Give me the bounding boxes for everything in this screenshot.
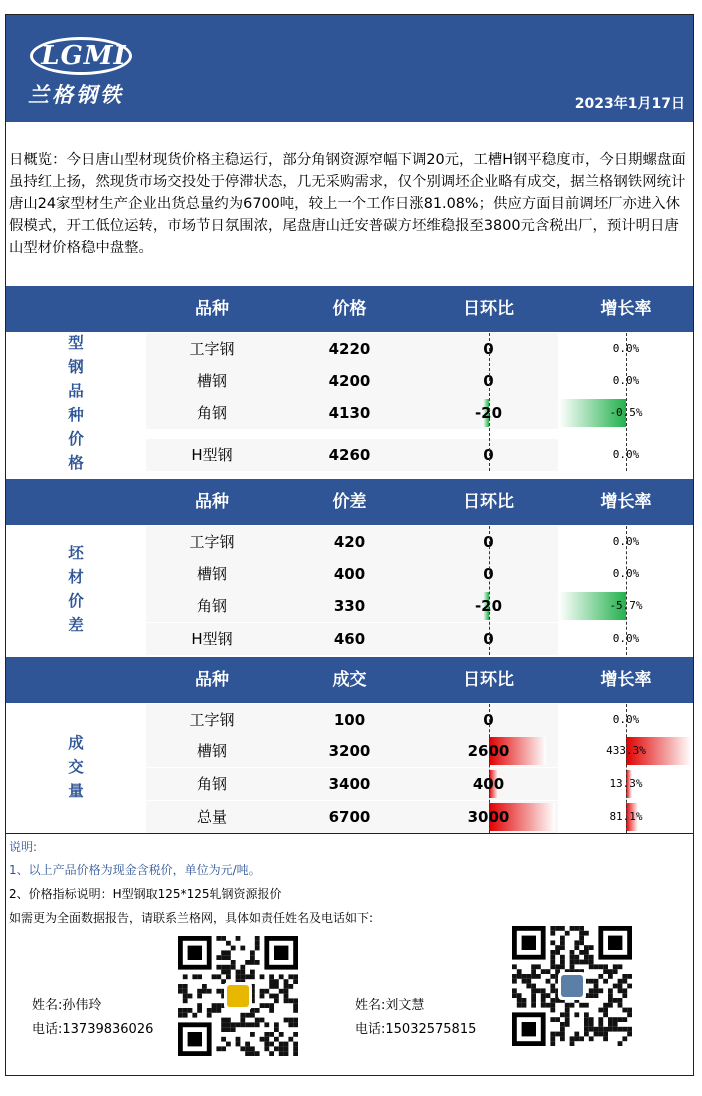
note-line-1: 1、以上产品价格为现金含税价，单位为元/吨。 xyxy=(9,863,261,877)
cell-change: 0 xyxy=(483,446,494,464)
logo-text: LGMI xyxy=(41,41,127,71)
notes-section xyxy=(6,833,693,1076)
cell-change: -20 xyxy=(474,597,503,615)
cell-change: -20 xyxy=(474,404,503,422)
column-header: 增长率 xyxy=(600,492,652,512)
cell-value: 460 xyxy=(333,630,366,648)
cell-change: 0 xyxy=(483,372,494,390)
table-row xyxy=(6,590,693,622)
column-header: 品种 xyxy=(195,492,229,512)
column-header: 增长率 xyxy=(600,670,652,690)
cell-rate: 0.0% xyxy=(612,713,640,726)
zero-axis-line xyxy=(489,704,490,833)
table-row xyxy=(6,397,693,429)
cell-rate: 13.3% xyxy=(609,777,643,790)
section-label: 成 交 量 xyxy=(68,734,84,800)
contact-2 xyxy=(355,994,476,1042)
contact-1 xyxy=(32,994,153,1042)
zero-axis-line xyxy=(489,333,490,471)
table-row xyxy=(6,704,693,736)
zero-axis-line xyxy=(489,526,490,655)
zero-axis-line xyxy=(626,704,627,833)
section-label: 型 钢 品 种 价 格 xyxy=(68,334,84,472)
cell-change: 0 xyxy=(483,630,494,648)
note-line-3: 如需更为全面数据报告，请联系兰格网，具体如责任姓名及电话如下: xyxy=(9,911,374,925)
cell-value: 4200 xyxy=(328,372,371,390)
table-row xyxy=(6,526,693,558)
table-row xyxy=(6,735,693,767)
column-header: 日环比 xyxy=(463,299,514,319)
cell-change: 400 xyxy=(472,775,505,793)
cell-name: 槽钢 xyxy=(196,565,227,583)
table-row xyxy=(6,623,693,655)
cell-rate: 81.1% xyxy=(609,810,643,823)
column-header: 价格 xyxy=(332,299,367,319)
cell-rate: -5.7% xyxy=(609,599,643,612)
cell-name: 角钢 xyxy=(196,775,227,793)
section-label: 坯 材 价 差 xyxy=(68,544,84,634)
cell-name: 工字钢 xyxy=(189,533,235,551)
column-header: 品种 xyxy=(195,299,229,319)
cell-value: 3200 xyxy=(328,742,371,760)
contact-2-name: 姓名:刘文慧 xyxy=(355,998,425,1013)
cell-rate: -0.5% xyxy=(609,406,643,419)
contact-1-name: 姓名:孙伟玲 xyxy=(32,998,102,1013)
qr-code-icon[interactable] xyxy=(512,926,632,1046)
cell-change: 0 xyxy=(483,565,494,583)
cell-name: H型钢 xyxy=(191,446,233,464)
table-row xyxy=(6,801,693,833)
report-date: 2023年1月17日 xyxy=(574,96,685,112)
cell-name: 总量 xyxy=(196,808,227,826)
cell-value: 6700 xyxy=(328,808,371,826)
cell-change: 0 xyxy=(483,533,494,551)
table-row xyxy=(6,439,693,471)
cell-value: 3400 xyxy=(328,775,371,793)
cell-value: 4220 xyxy=(328,340,371,358)
table-header-band xyxy=(6,657,693,703)
qr-code-icon[interactable] xyxy=(178,936,298,1056)
table-row xyxy=(6,333,693,365)
zero-axis-line xyxy=(626,333,627,471)
cell-change: 3000 xyxy=(467,808,510,826)
cell-rate: 0.0% xyxy=(612,448,640,461)
daily-overview: 日概览：今日唐山型材现货价格主稳运行，部分角钢资源窄幅下调20元，工槽H钢平稳度市，今日期螺盘面虽持红上扬，然现货市场交投处于停滞状态，几无采购需求，仅个别调坯企业略有成交，据兰格钢铁网统计唐山24家型材生产企业出货总量约为6700吨，较上一个工作日涨81.08%；供应方面目前调坯厂亦进入休假模式，开工低位运转，市场节日氛围浓，尾盘唐山迁安普碳方坯维稳报至3800元含税出厂，预计明日唐山型材价格稳中盘整。 xyxy=(9,152,686,256)
cell-value: 100 xyxy=(333,711,366,729)
column-header: 价差 xyxy=(332,492,367,512)
cell-name: 角钢 xyxy=(196,404,227,422)
cell-name: 工字钢 xyxy=(189,711,235,729)
cell-rate: 0.0% xyxy=(612,567,640,580)
cell-name: 角钢 xyxy=(196,597,227,615)
cell-name: 槽钢 xyxy=(196,742,227,760)
cell-value: 400 xyxy=(333,565,366,583)
brand-name: 兰格钢铁 xyxy=(28,82,124,107)
table-header-band xyxy=(6,286,693,332)
cell-change: 2600 xyxy=(467,742,510,760)
cell-value: 4130 xyxy=(328,404,371,422)
column-header: 品种 xyxy=(195,670,229,690)
column-header: 成交 xyxy=(332,670,367,690)
zero-axis-line xyxy=(626,526,627,655)
cell-value: 420 xyxy=(333,533,366,551)
note-line-2: 2、价格指标说明：H型钢取125*125轧钢资源报价 xyxy=(9,887,282,901)
report-header xyxy=(6,15,693,122)
cell-value: 4260 xyxy=(328,446,371,464)
cell-change: 0 xyxy=(483,711,494,729)
cell-rate: 433.3% xyxy=(606,744,646,757)
column-header: 日环比 xyxy=(463,670,514,690)
cell-value: 330 xyxy=(333,597,366,615)
column-header: 日环比 xyxy=(463,492,514,512)
contact-2-phone: 电话:15032575815 xyxy=(355,1022,477,1037)
cell-name: 槽钢 xyxy=(196,372,227,390)
notes-title: 说明: xyxy=(9,840,38,854)
table-header-band xyxy=(6,479,693,525)
cell-change: 0 xyxy=(483,340,494,358)
table-row xyxy=(6,558,693,590)
contact-1-phone: 电话:13739836026 xyxy=(32,1022,154,1037)
cell-rate: 0.0% xyxy=(612,374,640,387)
cell-rate: 0.0% xyxy=(612,632,640,645)
cell-name: 工字钢 xyxy=(189,340,235,358)
column-header: 增长率 xyxy=(600,299,652,319)
table-row xyxy=(6,768,693,800)
cell-rate: 0.0% xyxy=(612,535,640,548)
table-row xyxy=(6,365,693,397)
cell-name: H型钢 xyxy=(191,630,233,648)
report-frame xyxy=(5,14,694,1076)
cell-rate: 0.0% xyxy=(612,342,640,355)
